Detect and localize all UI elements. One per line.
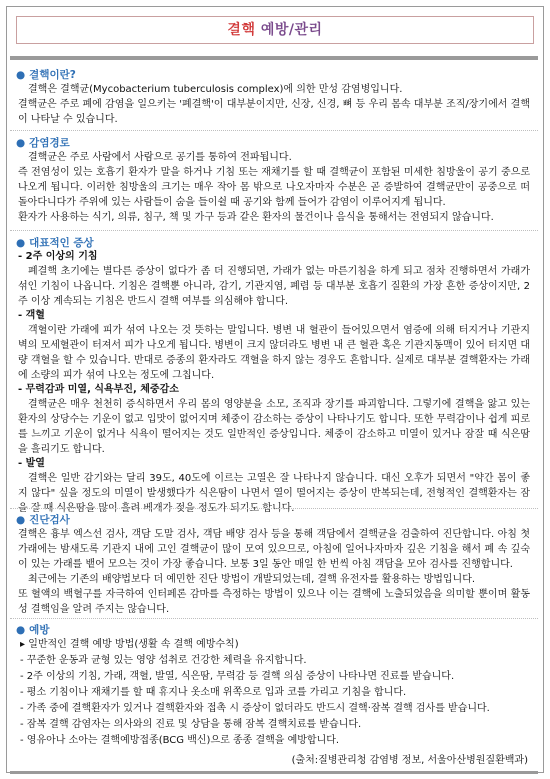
- prevention-item: - 잠복 결핵 감염자는 의사와의 진료 및 상담을 통해 잠복 결핵치료를 받습니다.: [20, 719, 362, 730]
- prevention-item: - 평소 기침이나 재채기를 할 때 휴지나 옷소매 위쪽으로 입과 코를 가리고 기침을 합니다.: [20, 687, 407, 698]
- bullet-icon: ●: [16, 69, 26, 81]
- section-heading-transmission: [16, 136, 538, 150]
- symptom-text-hemoptysis: 객혈이란 가래에 피가 섞여 나오는 것 뜻하는 말입니다. 병변 내 혈관이 들어있으면서 염증에 의해 터지거나 기관지 벽의 모세혈관이 터져서 피가 나오게 됩니다. 병변이 크지 않더라도 병변 내 큰 혈관 혹은 기관지동맥이 있어 터지면 대량 객혈을 할 수 있습니다. 반대로 증종의 환자라도 객혈을 하지 않는 경우도 흔합니다. 실제로 대부분 결핵환자는 가래에 소량의 피가 섞여 나오는 정도에 그칩니다.: [18, 325, 530, 381]
- section-heading-prevention-text: 예방: [29, 624, 50, 636]
- section-definition: [10, 68, 538, 127]
- section-heading-symptoms-text: 대표적인 증상: [29, 237, 94, 249]
- prevention-item: ▸ 일반적인 결핵 예방 방법(생활 속 결핵 예방수칙): [20, 639, 239, 650]
- symptom-title-fever: - 발열: [18, 458, 45, 469]
- section-prevention: [10, 623, 538, 769]
- divider: [10, 130, 538, 131]
- bullet-icon: ●: [16, 514, 26, 526]
- section-heading-definition-text: 결핵이란?: [29, 69, 76, 81]
- section-symptoms: [10, 236, 538, 516]
- prevention-item: - 가족 중에 결핵환자가 있거나 결핵환자와 접촉 시 증상이 없더라도 반드시 결핵·잠복 결핵 검사를 받습니다.: [20, 703, 490, 714]
- prevention-item: - 꾸준한 운동과 균형 있는 영양 섭취로 건강한 체력을 유지합니다.: [20, 655, 307, 666]
- transmission-line-3: 환자가 사용하는 식기, 의류, 침구, 책 및 가구 등과 같은 환자의 물건이나 음식을 통해서는 전염되지 않습니다.: [18, 212, 494, 223]
- transmission-line-1: 결핵균은 주로 사람에서 사람으로 공기를 통하여 전파됩니다.: [28, 152, 292, 163]
- prevention-item: - 2주 이상의 기침, 가래, 객혈, 발열, 식은땀, 무력감 등 결핵 의심 증상이 나타나면 진료를 받습니다.: [20, 671, 455, 682]
- section-heading-definition: [16, 68, 538, 82]
- section-heading-diagnosis: [16, 513, 538, 527]
- prevention-item: - 영유아나 소아는 결핵예방접종(BCG 백신)으로 종종 결핵을 예방합니다.: [20, 735, 340, 746]
- diagnosis-line-1: 결핵은 흉부 엑스선 검사, 객담 도말 검사, 객담 배양 검사 등을 통해 객담에서 결핵균을 검출하여 진단합니다. 아침 첫 가래에는 밤새도록 기관지 내에 고인 결핵균이 많이 모여 있으므로, 아침에 일어나자마자 깊은 기침을 해서 폐 속 깊숙이 있는 가래를 뱉어 모으는 것이 가장 좋습니다. 보통 3일 동안 매일 한 번씩 아침 객담을 모아 검사를 진행합니다.: [18, 529, 530, 570]
- symptom-title-fatigue: - 무력감과 미열, 식욕부진, 체중감소: [18, 384, 179, 395]
- symptom-text-fever: 결핵은 일반 감기와는 달리 39도, 40도에 이르는 고열은 잘 나타나지 않습니다. 대신 오후가 되면서 "약간 몸이 좋지 않다" 싶을 정도의 미열이 발생했다가 식은땀이 나면서 열이 떨어지는 증상이 반복되는데, 전형적인 결핵환자는 잠을 잘 때 식은땀을 많이 흘려 베개가 젖을 정도가 되기도 합니다.: [18, 473, 530, 514]
- prevention-list: [10, 637, 538, 749]
- title-part-1: 결핵: [227, 22, 256, 38]
- bullet-icon: ●: [16, 137, 26, 149]
- transmission-line-2: 즉 전염성이 있는 호흡기 환자가 말을 하거나 기침 또는 재채기를 할 때 결핵균이 포함된 미세한 침방울이 공기 중으로 나오게 됩니다. 이러한 침방울의 크기는 매우 작아 몸 밖으로 나오자마자 수분은 곧 증발하여 결핵균만이 공중으로 떠돌아다니다가 주위에 있는 사람들이 숨을 들이쉴 때 공기와 함께 들어가 감염이 이루어지게 됩니다.: [18, 167, 530, 208]
- diagnosis-line-3: 또 혈액의 백혈구를 자극하여 인터페론 감마를 측정하는 방법이 있으나 이는 결핵에 노출되었음을 의미할 뿐이며 활동성 결핵임을 알려 주지는 않습니다.: [18, 589, 530, 615]
- symptom-title-cough: - 2주 이상의 기침: [18, 251, 98, 262]
- title-box: [16, 16, 534, 44]
- definition-line-2: 결핵균은 주로 폐에 감염을 일으키는 '폐결핵'이 대부분이지만, 신장, 신경, 뼈 등 우리 몸속 대부분 조직/장기에서 결핵이 나타날 수 있습니다.: [18, 99, 530, 125]
- diagnosis-line-2: 최근에는 기존의 배양법보다 더 예민한 진단 방법이 개발되었는데, 결핵 유전자를 활용하는 방법입니다.: [28, 574, 476, 585]
- title-part-2: 예방/관리: [260, 22, 323, 38]
- symptom-title-hemoptysis: - 객혈: [18, 310, 45, 321]
- divider: [10, 508, 538, 509]
- content-area: [10, 56, 538, 774]
- divider: [10, 230, 538, 231]
- section-heading-symptoms: [16, 236, 538, 250]
- divider: [10, 618, 538, 619]
- definition-line-1: 결핵은 결핵균(Mycobacterium tuberculosis complex)에 의한 만성 감염병입니다.: [28, 84, 403, 95]
- section-diagnosis: [10, 513, 538, 617]
- source-citation: (출처:질병관리청 감염병 정보, 서울아산병원질환백과): [291, 755, 528, 766]
- section-heading-prevention: [16, 623, 538, 637]
- section-transmission: [10, 136, 538, 225]
- bullet-icon: ●: [16, 237, 26, 249]
- section-heading-diagnosis-text: 진단검사: [29, 514, 70, 526]
- symptom-text-cough: 폐결핵 초기에는 별다른 증상이 없다가 좀 더 진행되면, 가래가 없는 마른기침을 하게 되고 점차 진행하면서 가래가 섞인 기침이 나옵니다. 기침은 결핵뿐 아니라, 감기, 기관지염, 폐렴 등 대부분 호흡기 질환의 가장 흔한 증상이지만, 2주 이상 계속되는 기침은 반드시 결핵 여부를 의심해야 합니다.: [18, 266, 530, 307]
- bullet-icon: ●: [16, 624, 26, 636]
- page-title: [227, 22, 322, 38]
- symptom-text-fatigue: 결핵균은 매우 천천히 증식하면서 우리 몸의 영양분을 소모, 조직과 장기를 파괴합니다. 그렇기에 결핵을 앓고 있는 환자의 상당수는 기운이 없고 입맛이 없어지며 체중이 감소하는 증상이 나타나기도 합니다. 또한 무력감이나 쉽게 피로를 느끼고 기운이 없거나 식욕이 떨어지는 것도 일반적인 증상입니다. 체중이 감소하고 미열이 있거나 잠잘 때 식은땀을 흘리기도 합니다.: [18, 399, 530, 455]
- section-heading-transmission-text: 감염경로: [29, 137, 70, 149]
